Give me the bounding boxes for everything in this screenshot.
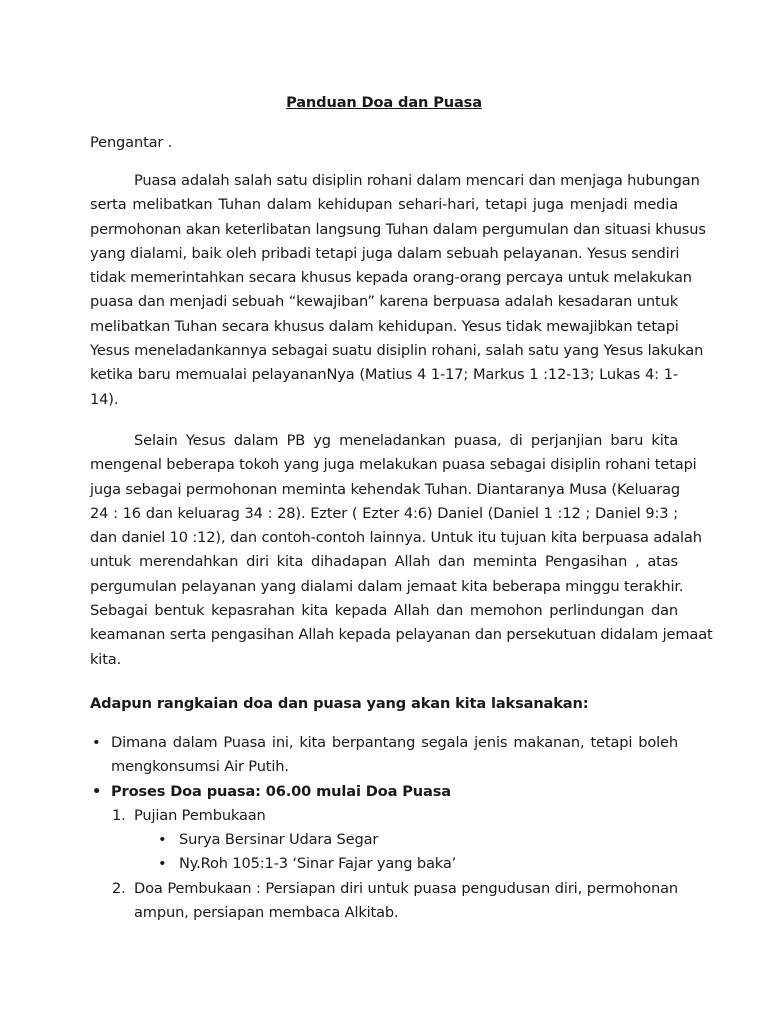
text-line: melibatkan Tuhan secara khusus dalam kehidupan. Yesus tidak mewajibkan tetapi	[90, 317, 679, 335]
text-line: mengkonsumsi Air Putih.	[111, 758, 289, 776]
text-line: 24 : 16 dan keluarag 34 : 28). Ezter ( Ezter 4:6) Daniel (Daniel 1 :12 ; Daniel 9:3 ;	[90, 504, 678, 522]
text-line: kita.	[90, 650, 122, 668]
numbered-item	[90, 877, 678, 926]
text-line: mengenal beberapa tokoh yang juga melakukan puasa sebagai disiplin rohani tetapi	[90, 456, 697, 474]
text-line: untuk merendahkan diri kita dihadapan Allah dan meminta Pengasihan , atas	[90, 553, 678, 571]
bullet-item	[90, 731, 678, 780]
text-line: Yesus meneladankannya sebagai suatu disiplin rohani, salah satu yang Yesus lakukan	[90, 342, 704, 360]
text-line: ampun, persiapan membaca Alkitab.	[134, 904, 399, 922]
bullet-icon: •	[158, 855, 167, 873]
bullet-item	[90, 780, 678, 804]
intro-label: Pengantar .	[90, 134, 173, 151]
section-heading: Adapun rangkaian doa dan puasa yang akan kita laksanakan:	[90, 695, 589, 712]
item-number: 2.	[112, 879, 126, 897]
paragraph-examples	[90, 429, 713, 672]
item-label: Pujian Pembukaan	[134, 806, 266, 824]
bullet-text: Proses Doa puasa: 06.00 mulai Doa Puasa	[111, 782, 451, 800]
document-title: Panduan Doa dan Puasa	[286, 94, 482, 111]
text-line: permohonan akan keterlibatan langsung Tuhan dalam pergumulan dan situasi khusus	[90, 220, 706, 238]
text-line: serta melibatkan Tuhan dalam kehidupan sehari-hari, tetapi juga menjadi media	[90, 196, 678, 214]
item-number: 1.	[112, 806, 126, 824]
bullet-icon: •	[92, 782, 102, 800]
sub-bullet-text: Surya Bersinar Udara Segar	[179, 831, 379, 849]
text-line: ketika baru memualai pelayananNya (Matius 4 1-17; Markus 1 :12-13; Lukas 4: 1-	[90, 366, 678, 384]
text-line: Selain Yesus dalam PB yg meneladankan puasa, di perjanjian baru kita	[134, 432, 678, 449]
text-line: juga sebagai permohonan meminta kehendak Tuhan. Diantaranya Musa (Keluarag	[90, 480, 681, 498]
text-line: Puasa adalah salah satu disiplin rohani dalam mencari dan menjaga hubungan	[134, 172, 700, 189]
text-line: dan daniel 10 :12), dan contoh-contoh lainnya. Untuk itu tujuan kita berpuasa adalah	[90, 529, 702, 547]
text-line: Dimana dalam Puasa ini, kita berpantang segala jenis makanan, tetapi boleh	[111, 734, 678, 751]
paragraph-intro	[90, 169, 706, 412]
sub-bullet-item	[90, 852, 678, 876]
text-line: Doa Pembukaan : Persiapan diri untuk puasa pengudusan diri, permohonan	[134, 879, 678, 897]
bullet-icon: •	[158, 831, 167, 849]
text-line: keamanan serta pengasihan Allah kepada pelayanan dan persekutuan didalam jemaat	[90, 626, 713, 644]
text-line: tidak memerintahkan secara khusus kepada orang-orang percaya untuk melakukan	[90, 269, 692, 287]
bullet-icon: •	[92, 734, 101, 751]
text-line: 14).	[90, 390, 119, 408]
text-line: Sebagai bentuk kepasrahan kita kepada Allah dan memohon perlindungan dan	[90, 602, 678, 620]
text-line: puasa dan menjadi sebuah “kewajiban” karena berpuasa adalah kesadaran untuk	[90, 293, 678, 311]
text-line: yang dialami, baik oleh pribadi tetapi juga dalam sebuah pelayanan. Yesus sendiri	[90, 244, 680, 262]
numbered-item	[90, 804, 678, 828]
sub-bullet-item	[90, 828, 678, 852]
sub-bullet-text: Ny.Roh 105:1-3 ‘Sinar Fajar yang baka’	[179, 855, 457, 873]
text-line: pergumulan pelayanan yang dialami dalam jemaat kita beberapa minggu terakhir.	[90, 577, 684, 595]
bullet-list	[90, 731, 678, 925]
